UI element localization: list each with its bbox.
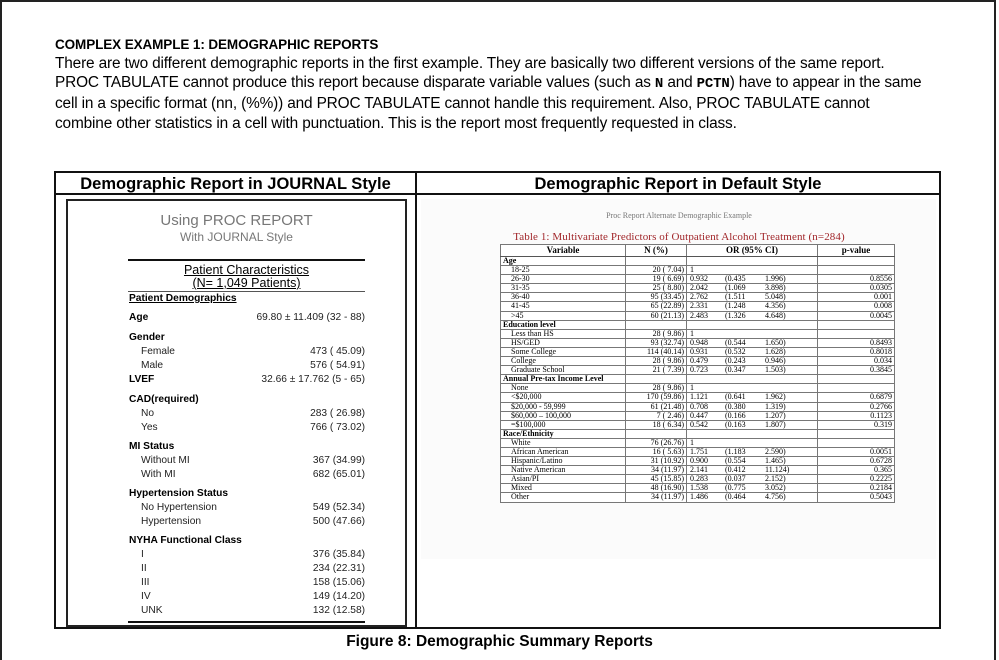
journal-row [129,439,365,454]
ci-upper: 3.052) [765,483,786,493]
odds-ratio: 2.331 [690,301,708,311]
row-value: 149 (14.20) [312,591,365,602]
ci-upper: 1.628) [765,346,786,356]
ci-upper: 11.124) [765,465,790,475]
ci-upper: 1.465) [765,456,786,466]
p-value-cell: 0.3845 [818,366,895,375]
variable-cell: College [501,357,626,366]
group-label: Race/Ethnicity [501,429,626,438]
ci-lower: (0.554 [725,456,746,466]
row-label: Hypertension [141,516,202,527]
p-value-cell: 0.6879 [818,393,895,402]
n-pct-cell: 45 (15.85) [626,475,687,484]
group-row [501,320,895,329]
journal-row [129,589,365,604]
odds-ratio: 1.538 [690,483,708,493]
variable-cell: 18-25 [501,266,626,275]
empty-cell [687,429,818,438]
odds-ratio: 0.708 [690,401,708,411]
or-ci-cell [687,402,818,411]
variable-cell: Native American [501,466,626,475]
ci-upper: 4.648) [765,310,786,320]
intro-paragraph [55,54,925,133]
empty-cell [818,257,895,266]
ci-lower: (0.464 [725,492,746,502]
n-pct-cell: 93 (32.74) [626,338,687,347]
row-label: MI Status [129,441,175,452]
column-header: OR (95% CI) [687,245,818,257]
journal-row [129,310,365,325]
table-row [501,420,895,429]
ci-upper: 1.962) [765,392,786,402]
n-pct-cell: 28 ( 9.86) [626,384,687,393]
odds-ratio: 0.931 [690,346,708,356]
empty-cell [818,375,895,384]
journal-row [129,486,365,501]
journal-row [129,533,365,548]
row-label: LVEF [129,374,155,385]
ci-upper: 1.319) [765,401,786,411]
n-pct-cell: 21 ( 7.39) [626,366,687,375]
n-pct-cell: 61 (21.48) [626,402,687,411]
ci-lower: (0.347 [725,365,746,375]
empty-cell [687,257,818,266]
row-label: Female [141,346,175,357]
p-value-cell: 0.0305 [818,284,895,293]
or-ci-cell [687,302,818,311]
n-pct-cell: 34 (11.97) [626,493,687,502]
n-pct-cell: 25 ( 8.80) [626,284,687,293]
variable-cell: HS/GED [501,338,626,347]
table-row [501,402,895,411]
n-pct-cell: 65 (22.89) [626,302,687,311]
row-value: 766 ( 73.02) [310,422,365,433]
table-row [501,393,895,402]
journal-report [66,199,407,627]
group-row [501,257,895,266]
variable-cell: African American [501,447,626,456]
ci-upper: 4.356) [765,301,786,311]
journal-row [129,372,365,387]
row-value: 69.80 ± 11.409 (32 - 88) [256,312,365,323]
ci-lower: (0.435 [725,274,746,284]
p-value-cell: 0.001 [818,293,895,302]
variable-cell: Mixed [501,484,626,493]
or-ci-cell [687,411,818,420]
header-row [501,245,895,257]
ci-upper: 2.152) [765,474,786,484]
journal-row [129,561,365,576]
row-label: Hypertension Status [129,488,229,499]
n-pct-cell: 28 ( 9.86) [626,329,687,338]
ci-lower: (0.243 [725,356,746,366]
variable-cell: 26-30 [501,275,626,284]
variable-cell: $60,000 – 100,000 [501,411,626,420]
ci-lower: (1.183 [725,446,746,456]
ci-upper: 4.756) [765,492,786,502]
paragraph-text: There are two different demographic reports in the first example. They are basically two different versions of the same report. PROC TABULATE cannot produce this report because disparate variable values (such as [55,55,885,92]
row-label: Age [129,312,149,323]
table-row [501,493,895,502]
row-label: Male [141,360,164,371]
empty-cell [687,375,818,384]
code-pctn: PCTN [696,76,730,93]
table-row [501,311,895,320]
variable-cell: None [501,384,626,393]
n-pct-cell: 48 (16.90) [626,484,687,493]
p-value-cell: 0.034 [818,357,895,366]
ci-upper: 1.503) [765,365,786,375]
journal-row [129,330,365,345]
row-label: No Hypertension [141,502,217,513]
row-value: 367 (34.99) [312,455,365,466]
ci-upper: 0.946) [765,356,786,366]
odds-ratio: 1 [690,265,694,275]
ci-upper: 1.650) [765,337,786,347]
odds-ratio: 0.948 [690,337,708,347]
ci-lower: (0.037 [725,474,746,484]
odds-ratio: 2.762 [690,292,708,302]
odds-ratio: 0.542 [690,419,708,429]
p-value-cell: 0.0051 [818,447,895,456]
variable-cell: 41-45 [501,302,626,311]
or-ci-cell [687,329,818,338]
p-value-cell: 0.0045 [818,311,895,320]
ci-lower: (0.544 [725,337,746,347]
ci-lower: (0.641 [725,392,746,402]
bottom-rule [128,621,365,623]
group-row [501,429,895,438]
group-label: Age [501,257,626,266]
journal-row [129,392,365,407]
group-row [501,375,895,384]
row-value: 549 (52.34) [312,502,365,513]
column-header: N (%) [626,245,687,257]
odds-ratio: 1.486 [690,492,708,502]
n-pct-cell: 16 ( 5.63) [626,447,687,456]
variable-cell: 36-40 [501,293,626,302]
row-value: 283 ( 26.98) [310,408,365,419]
ci-lower: (1.069 [725,283,746,293]
empty-cell [626,429,687,438]
variable-cell: Less than HS [501,329,626,338]
ci-upper: 1.207) [765,410,786,420]
odds-ratio: 1.121 [690,392,708,402]
ci-lower: (1.248 [725,301,746,311]
journal-row [129,344,365,359]
row-value: 682 (65.01) [312,469,365,480]
journal-row [129,406,365,421]
table-row [501,302,895,311]
header-rule [128,291,365,292]
row-label: I [141,549,144,560]
row-label: No [141,408,155,419]
row-value: 158 (15.06) [312,577,365,588]
p-value-cell: 0.2184 [818,484,895,493]
odds-ratio: 2.483 [690,310,708,320]
n-pct-cell: 114 (40.14) [626,347,687,356]
row-value: 473 ( 45.09) [310,346,365,357]
journal-row [129,467,365,482]
column-header: Variable [501,245,626,257]
ci-upper: 1.996) [765,274,786,284]
row-label: UNK [141,605,163,616]
odds-ratio: 0.900 [690,456,708,466]
p-value-cell: 0.8556 [818,275,895,284]
group-label: Annual Pre-tax Income Level [501,375,626,384]
ci-lower: (0.380 [725,401,746,411]
empty-cell [626,320,687,329]
code-n: N [654,76,664,93]
row-value: 576 ( 54.91) [310,360,365,371]
n-pct-cell: 34 (11.97) [626,466,687,475]
predictors-table [500,244,895,503]
variable-cell: Hispanic/Latino [501,457,626,466]
ci-lower: (0.163 [725,419,746,429]
figure-frame [54,171,941,629]
or-ci-cell [687,420,818,429]
n-pct-cell: 60 (21.13) [626,311,687,320]
row-label: Gender [129,332,165,343]
journal-row [129,547,365,562]
n-pct-cell: 7 ( 2.46) [626,411,687,420]
row-label: Without MI [141,455,190,466]
default-report [419,195,939,627]
journal-row [129,453,365,468]
ci-lower: (1.511 [725,292,746,302]
journal-row [129,575,365,590]
section-title: COMPLEX EXAMPLE 1: DEMOGRAPHIC REPORTS [55,37,379,52]
variable-cell: 31-35 [501,284,626,293]
table-row [501,329,895,338]
p-value-cell: 0.6728 [818,457,895,466]
p-value-cell: 0.8018 [818,347,895,356]
figure-caption: Figure 8: Demographic Summary Reports [346,633,653,650]
journal-row [129,500,365,515]
row-value: 376 (35.84) [312,549,365,560]
or-ci-cell [687,366,818,375]
ci-lower: (1.326 [725,310,746,320]
variable-cell: $20,000 - 59,999 [501,402,626,411]
ci-upper: 2.590) [765,446,786,456]
ci-lower: (0.412 [725,465,746,475]
variable-cell: >45 [501,311,626,320]
p-value-cell: 0.5043 [818,493,895,502]
table-heading-count: (N= 1,049 Patients) [192,276,301,290]
section-label: Patient Demographics [129,293,237,304]
p-value-cell: 0.2225 [818,475,895,484]
row-value: 132 (12.58) [312,605,365,616]
report-subtitle: Proc Report Alternate Demographic Example [606,211,752,220]
journal-row [129,514,365,529]
row-label: IV [141,591,151,602]
empty-cell [818,429,895,438]
ci-upper: 3.898) [765,283,786,293]
panel-divider [415,173,417,627]
n-pct-cell: 28 ( 9.86) [626,357,687,366]
row-value: 234 (22.31) [312,563,365,574]
odds-ratio: 1 [690,383,694,393]
variable-cell: Other [501,493,626,502]
or-ci-cell [687,311,818,320]
empty-cell [818,320,895,329]
top-rule [128,259,365,261]
ci-lower: (0.775 [725,483,746,493]
variable-cell: <$20,000 [501,393,626,402]
p-value-cell [818,329,895,338]
paragraph-text: and [663,74,697,92]
ci-lower: (0.166 [725,410,746,420]
p-value-cell: 0.365 [818,466,895,475]
row-label: III [141,577,150,588]
journal-title: Using PROC REPORT [160,212,313,229]
journal-row [129,603,365,618]
variable-cell: =$100,000 [501,420,626,429]
table-title: Table 1: Multivariate Predictors of Outpatient Alcohol Treatment (n=284) [513,231,845,243]
row-value: 500 (47.66) [312,516,365,527]
ci-lower: (0.532 [725,346,746,356]
n-pct-cell: 170 (59.86) [626,393,687,402]
n-pct-cell: 18 ( 6.34) [626,420,687,429]
row-label: Yes [141,422,158,433]
n-pct-cell: 31 (10.92) [626,457,687,466]
odds-ratio: 1 [690,328,694,338]
or-ci-cell [687,393,818,402]
odds-ratio: 0.283 [690,474,708,484]
or-ci-cell [687,493,818,502]
n-pct-cell: 95 (33.45) [626,293,687,302]
odds-ratio: 0.479 [690,356,708,366]
row-label: NYHA Functional Class [129,535,242,546]
odds-ratio: 1.751 [690,446,708,456]
default-panel-header: Demographic Report in Default Style [417,173,939,195]
journal-subtitle: With JOURNAL Style [180,230,293,244]
variable-cell: Asian/PI [501,475,626,484]
p-value-cell: 0.1123 [818,411,895,420]
journal-row [129,358,365,373]
n-pct-cell: 76 (26.76) [626,438,687,447]
journal-panel-header: Demographic Report in JOURNAL Style [56,173,417,195]
odds-ratio: 0.723 [690,365,708,375]
odds-ratio: 2.141 [690,465,708,475]
row-label: CAD(required) [129,394,199,405]
variable-cell: Graduate School [501,366,626,375]
p-value-cell: 0.2766 [818,402,895,411]
empty-cell [687,320,818,329]
variable-cell: White [501,438,626,447]
column-header: p-value [818,245,895,257]
odds-ratio: 1 [690,437,694,447]
ci-upper: 1.807) [765,419,786,429]
n-pct-cell: 19 ( 6.69) [626,275,687,284]
variable-cell: Some College [501,347,626,356]
table-row [501,411,895,420]
n-pct-cell: 20 ( 7.04) [626,266,687,275]
journal-row [129,420,365,435]
group-label: Education level [501,320,626,329]
p-value-cell: 0.8493 [818,338,895,347]
row-label: With MI [141,469,176,480]
table-heading: Patient Characteristics [183,263,310,277]
odds-ratio: 2.042 [690,283,708,293]
paragraph-text: ) have to appear in the same cell in a specific format (nn, (%%)) and PROC TABULATE cannot handle this requirement. Also, PROC TABULATE cannot combine other statistics in a cell with punctuation. This is the report most frequently requested in class. [55,74,922,132]
row-label: II [141,563,147,574]
ci-upper: 5.048) [765,292,786,302]
odds-ratio: 0.932 [690,274,708,284]
p-value-cell: 0.319 [818,420,895,429]
row-value: 32.66 ± 17.762 (5 - 65) [261,374,365,385]
odds-ratio: 0.447 [690,410,708,420]
p-value-cell: 0.008 [818,302,895,311]
